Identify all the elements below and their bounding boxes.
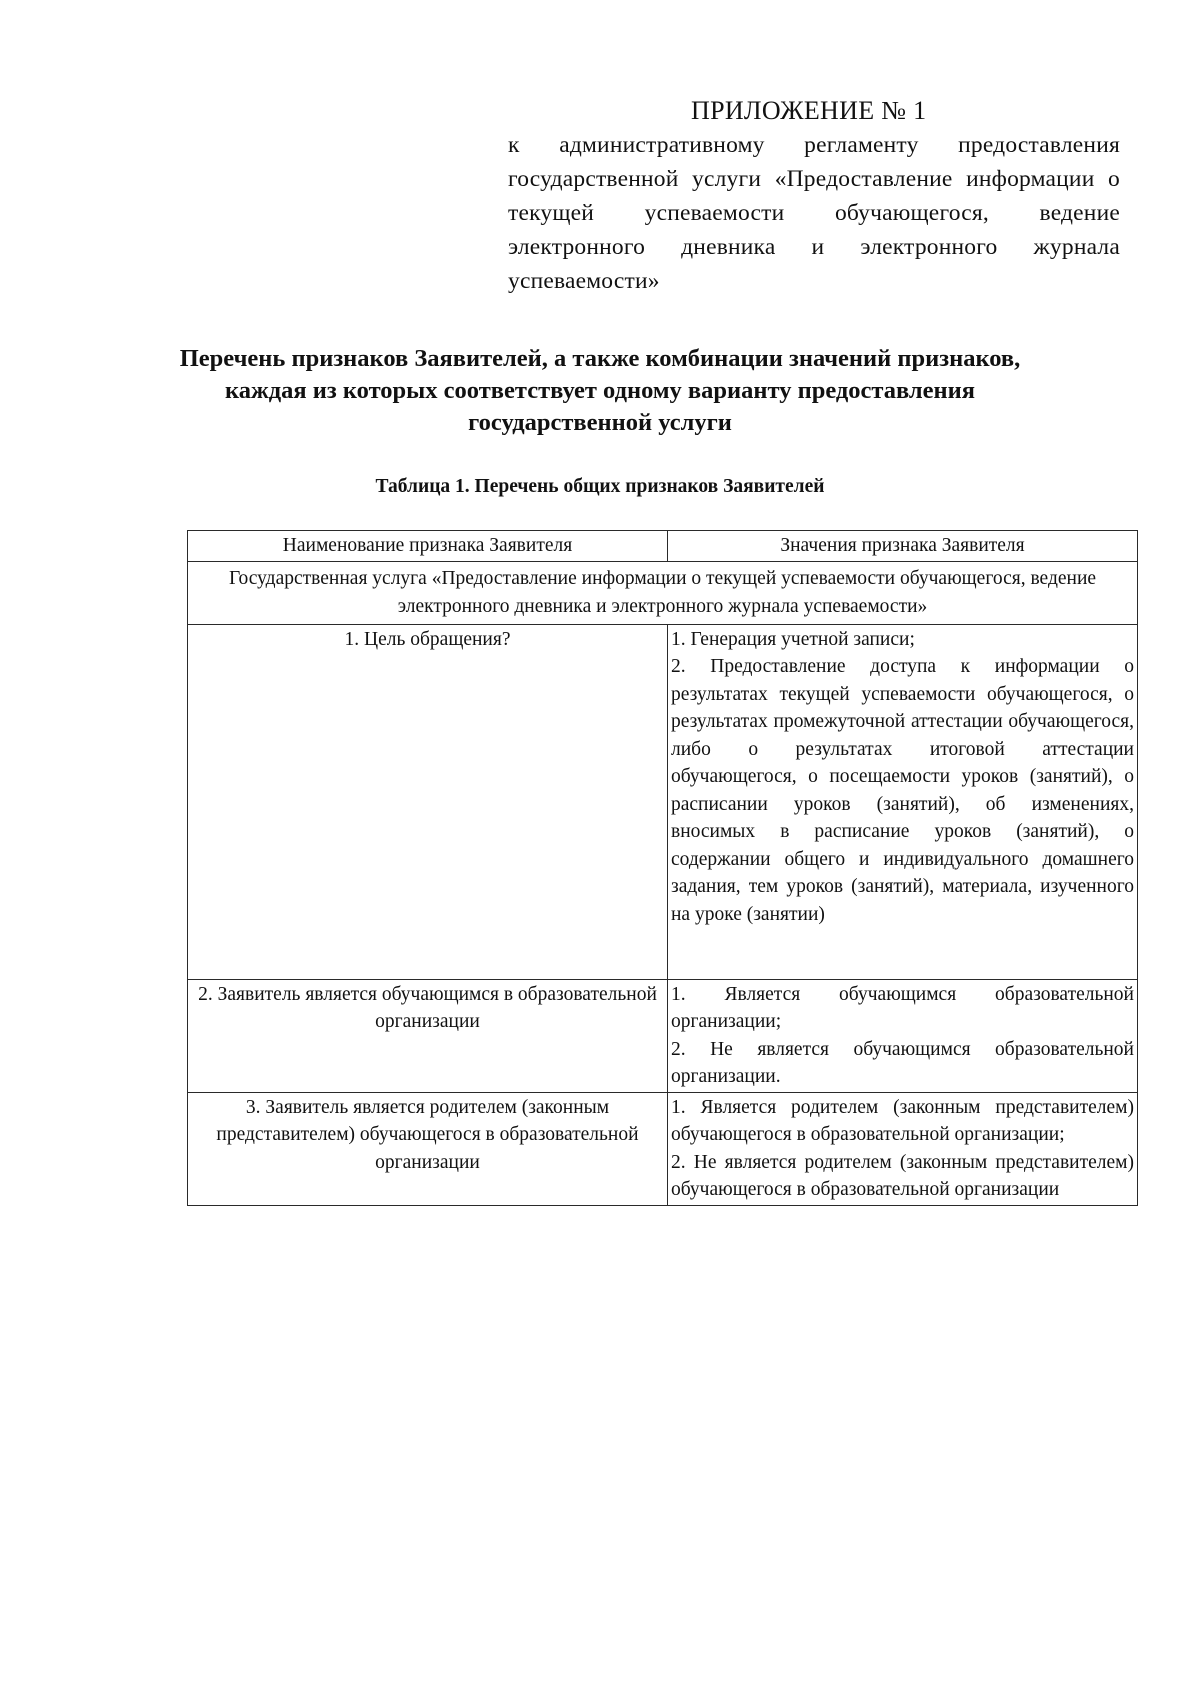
feature-name-cell: 2. Заявитель является обучающимся в образовательной организации [188,979,668,1092]
feature-values-cell [668,979,1138,1092]
appendix-block [508,94,1120,298]
features-table [187,530,1138,1206]
table-caption: Таблица 1. Перечень общих признаков Заявителей [375,476,825,497]
feature-values-cell [668,624,1138,979]
document-heading: Перечень признаков Заявителей, а также комбинации значений признаков, каждая из которых соответствует одному варианту предоставления государственной услуги [179,345,1021,436]
column-header-feature-values: Значения признака Заявителя [668,531,1138,562]
service-name-cell: Государственная услуга «Предоставление информации о текущей успеваемости обучающегося, ведение электронного дневника и электронного журнала успеваемости» [188,561,1138,624]
table-header-row [188,531,1138,562]
table-row [188,979,1138,1092]
appendix-text: к административному регламенту предоставления государственной услуги «Предоставление информации о текущей успеваемости обучающегося, ведение электронного дневника и электронного журнала успеваемости» [508,132,1120,294]
appendix-title: ПРИЛОЖЕНИЕ № 1 [691,96,927,125]
feature-value: 2. Не является родителем (законным представителем) обучающегося в образовательной организации [671,1151,1134,1200]
feature-value: 2. Не является обучающимся образовательной организации. [671,1038,1134,1087]
feature-value: 1. Генерация учетной записи; [671,628,915,650]
feature-values-cell [668,1092,1138,1205]
feature-value: 1. Является обучающимся образовательной организации; [671,983,1134,1032]
service-row [188,561,1138,624]
column-header-feature-name: Наименование признака Заявителя [188,531,668,562]
feature-name-cell: 1. Цель обращения? [188,624,668,979]
feature-value: 1. Является родителем (законным представителем) обучающегося в образовательной организации; [671,1096,1134,1145]
feature-name-cell: 3. Заявитель является родителем (законным представителем) обучающегося в образовательной организации [188,1092,668,1205]
table-row [188,624,1138,979]
table-row [188,1092,1138,1205]
feature-value: 2. Предоставление доступа к информации о результатах текущей успеваемости обучающегося, о результатах промежуточной аттестации обучающегося, либо о результатах итоговой аттестации обучающегося, о посещаемости уроков (занятий), о расписании уроков (занятий), об изменениях, вносимых в расписание уроков (занятий), о содержании общего и индивидуального домашнего задания, тем уроков (занятий), материала, изученного на уроке (занятии) [671,656,1134,925]
